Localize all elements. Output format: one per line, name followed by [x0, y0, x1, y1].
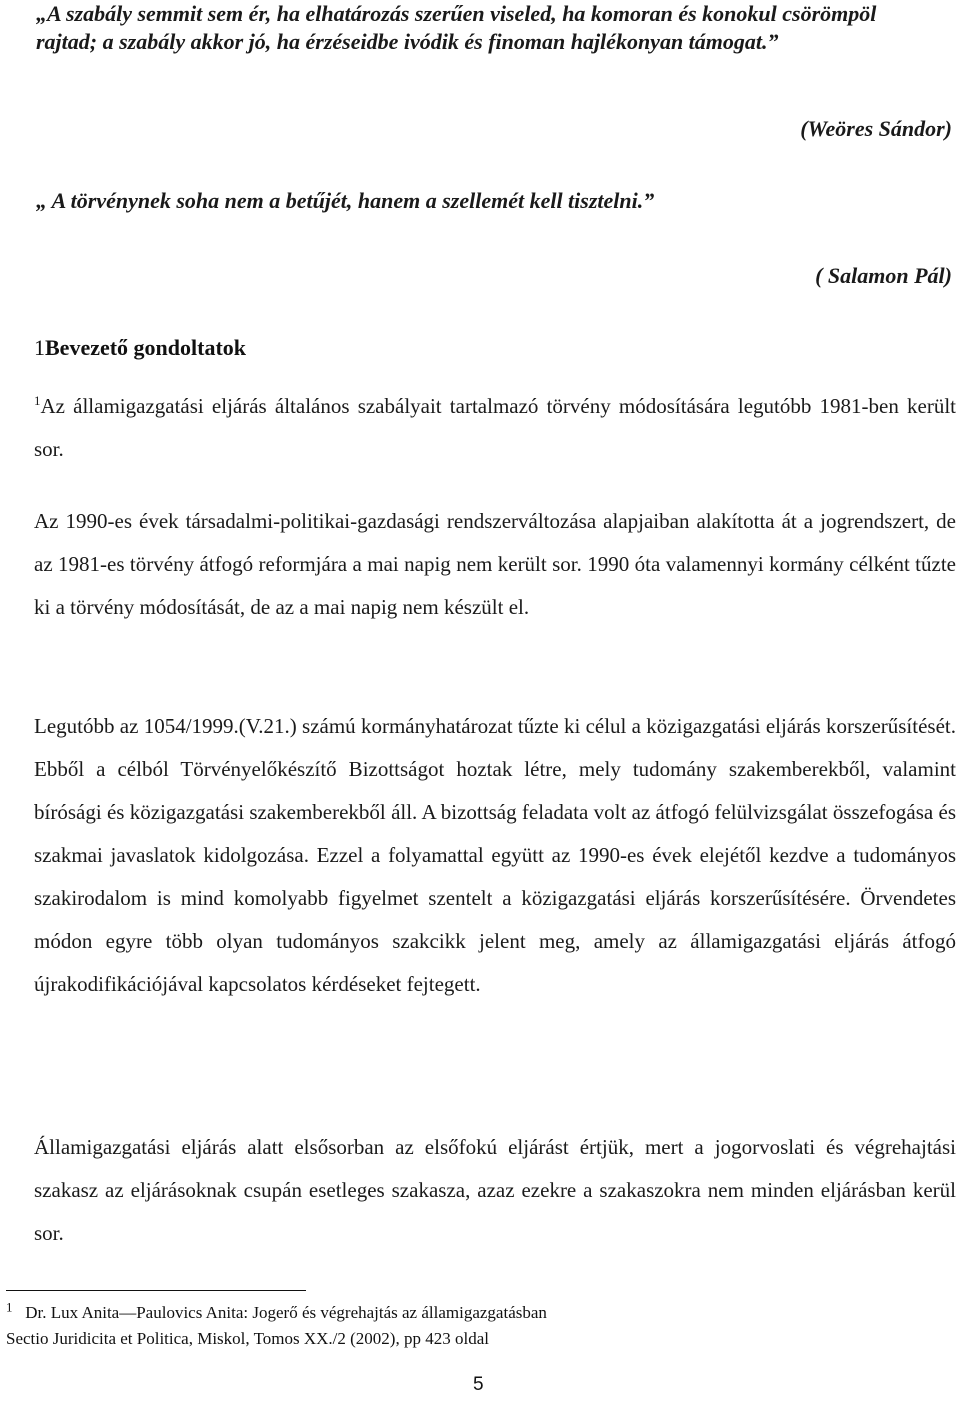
paragraph-definition: Államigazgatási eljárás alatt elsősorban az elsőfokú eljárást értjük, mert a jogorvoslati és végrehajtási szakasz az eljárásoknak csupán esetleges szakasza, azaz ezekre a szakaszokra nem minden eljárásban kerül sor. — [34, 1135, 956, 1245]
footnote-separator — [6, 1290, 306, 1291]
footnote — [6, 1300, 946, 1352]
epigraph-author-2: ( Salamon Pál) — [815, 263, 952, 288]
epigraph-author-1: (Weöres Sándor) — [800, 116, 952, 141]
footnote-line-2: Sectio Juridicita et Politica, Miskol, Tomos XX./2 (2002), pp 423 oldal — [6, 1329, 489, 1348]
section-heading — [34, 335, 246, 361]
paragraph-committee: Legutóbb az 1054/1999.(V.21.) számú kormányhatározat tűzte ki célul a közigazgatási eljárás korszerűsítését. Ebből a célból Törvényelőkészítő Bizottságot hoztak létre, mely tudomány szakemberekből, valamint bírósági és közigazgatási szakemberekből áll. A bizottság feladata volt az átfogó felülvizsgálat összefogása és szakmai javaslatok kidolgozása. Ezzel a folyamattal együtt az 1990-es évek elejétől kezdve a tudományos szakirodalom is mind komolyabb figyelmet szentelt a közigazgatási eljárás korszerűsítésére. Örvendetes módon egyre több olyan tudományos szakcikk jelent meg, amely az államigazgatási eljárás átfogó újrakodifikációjával kapcsolatos kérdéseket fejtegett. — [34, 714, 956, 996]
epigraph-quote-2: „ A törvénynek soha nem a betűjét, hanem a szellemét kell tisztelni.” — [36, 188, 655, 213]
footnote-reference[interactable]: 1 — [34, 393, 41, 408]
page-number: 5 — [473, 1374, 484, 1395]
epigraph-quote-1: „A szabály semmit sem ér, ha elhatározás szerűen viseled, ha komoran és konokul csörömpöl rajtad; a szabály akkor jó, ha érzéseidbe ivódik és finoman hajlékonyan támogat.” — [36, 1, 877, 54]
paragraph-intro — [34, 385, 956, 471]
section-number: 1 — [34, 335, 45, 360]
paragraph-intro-text: Az államigazgatási eljárás általános szabályait tartalmazó törvény módosítására legutóbb 1981-ben került sor. — [34, 394, 956, 461]
section-title: Bevezető gondoltatok — [45, 335, 247, 360]
paragraph-reform: Az 1990-es évek társadalmi-politikai-gazdasági rendszerváltozása alapjaiban alakította át a jogrendszert, de az 1981-es törvény átfogó reformjára a mai napig nem került sor. 1990 óta valamennyi kormány célként tűzte ki a törvény módosítását, de az a mai napig nem készült el. — [34, 509, 956, 619]
footnote-line-1: Dr. Lux Anita—Paulovics Anita: Jogerő és végrehajtás az államigazgatásban — [25, 1303, 547, 1322]
footnote-marker: 1 — [6, 1299, 13, 1315]
